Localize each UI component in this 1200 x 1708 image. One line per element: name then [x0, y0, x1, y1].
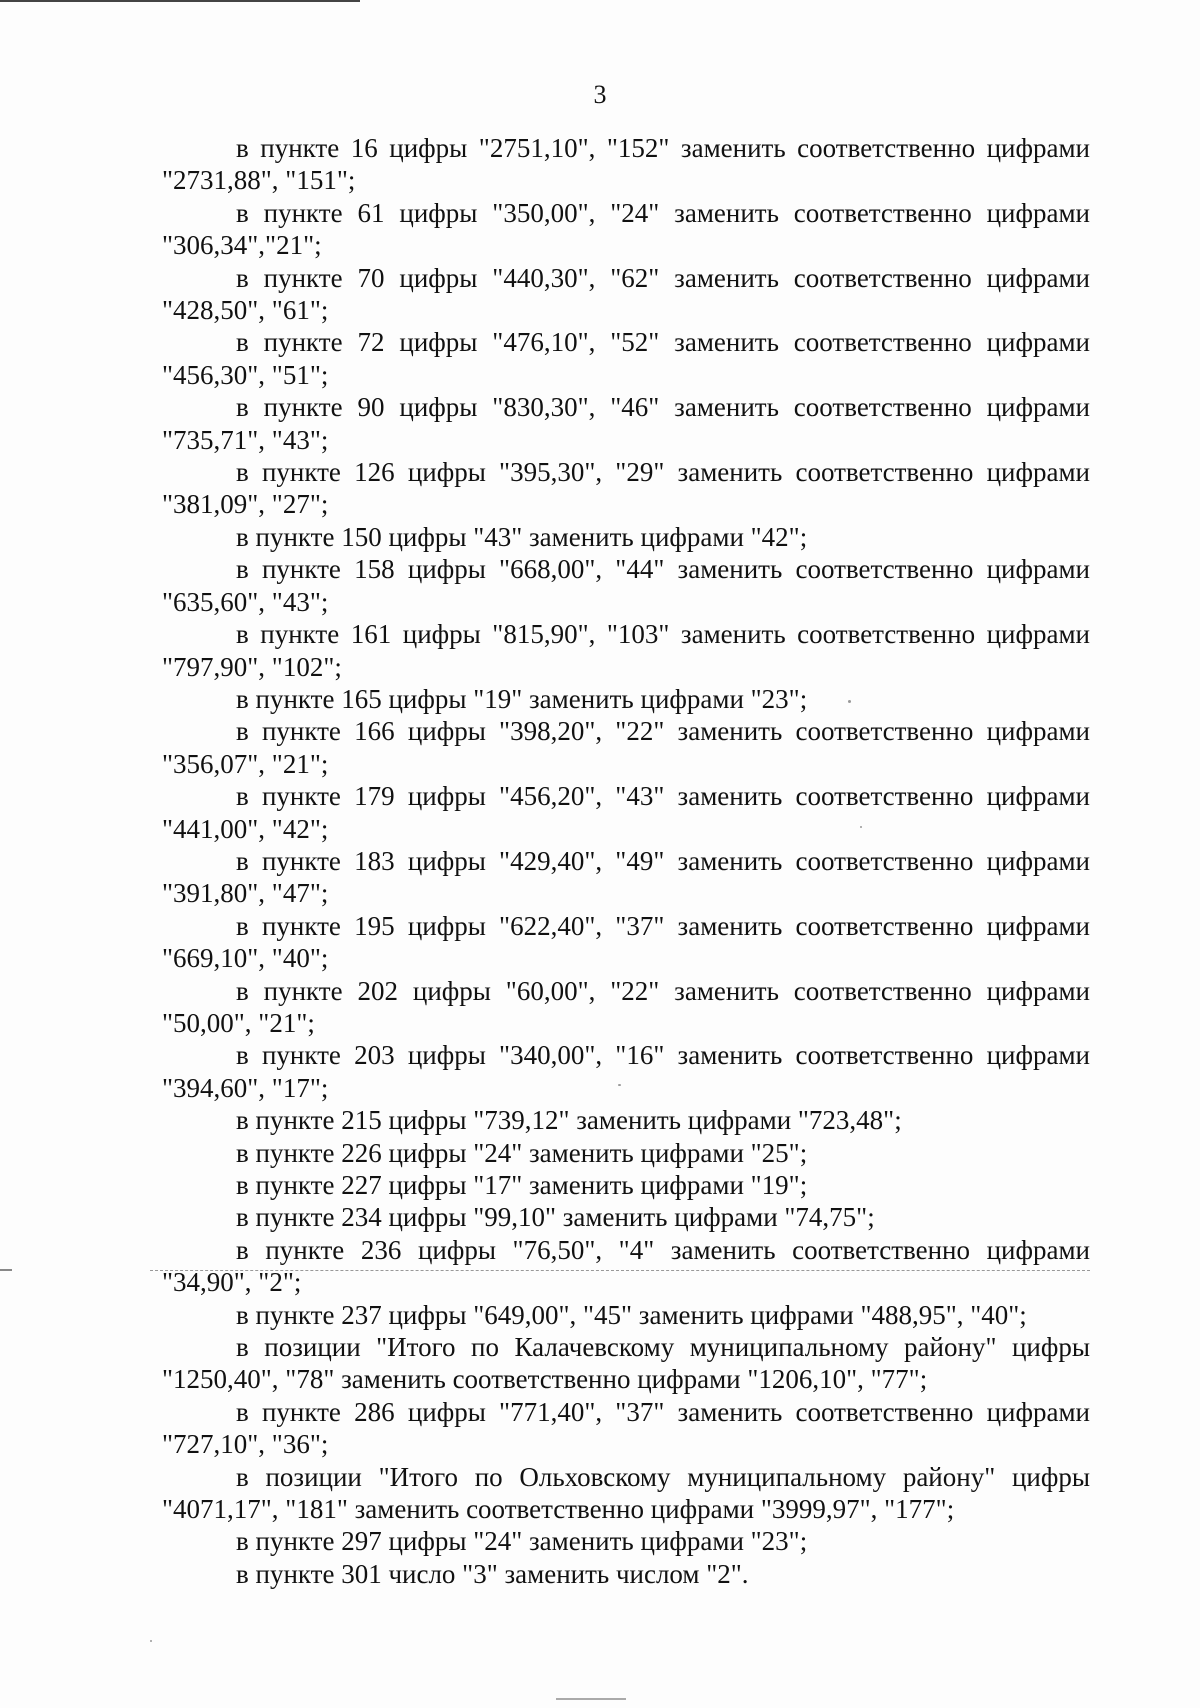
document-body	[162, 132, 1090, 1590]
paragraph: в позиции "Итого по Ольховскому муниципальному району" цифры "4071,17", "181" заменить соответственно цифрами "3999,97", "177";	[162, 1461, 1090, 1525]
paragraph: в пункте 126 цифры "395,30", "29" заменить соответственно цифрами "381,09", "27";	[162, 457, 1090, 520]
paragraph: в пункте 72 цифры "476,10", "52" заменить соответственно цифрами "456,30", "51";	[162, 327, 1090, 390]
paragraph: в пункте 183 цифры "429,40", "49" заменить соответственно цифрами "391,80", "47";	[162, 845, 1090, 909]
paragraph: в пункте 61 цифры "350,00", "24" заменить соответственно цифрами "306,34","21";	[162, 197, 1090, 261]
paragraph: в пункте 161 цифры "815,90", "103" заменить соответственно цифрами "797,90", "102";	[162, 619, 1090, 682]
paragraph: в пункте 215 цифры "739,12" заменить цифрами "723,48";	[236, 1105, 902, 1136]
paragraph: в пункте 202 цифры "60,00", "22" заменить соответственно цифрами "50,00", "21";	[162, 975, 1090, 1038]
paragraph: в пункте 234 цифры "99,10" заменить цифрами "74,75";	[236, 1202, 875, 1233]
scan-edge-mark	[0, 1269, 12, 1271]
paragraph: в пункте 165 цифры "19" заменить цифрами "23";	[236, 683, 808, 714]
paragraph: в пункте 301 число "3" заменить числом "2".	[236, 1558, 749, 1589]
scan-speck	[150, 1640, 152, 1642]
scan-speck	[618, 1084, 621, 1086]
paragraph: в пункте 286 цифры "771,40", "37" заменить соответственно цифрами "727,10", "36";	[162, 1396, 1090, 1460]
paragraph: в пункте 237 цифры "649,00", "45" заменить цифрами "488,95", "40";	[236, 1299, 1027, 1330]
paragraph: в пункте 16 цифры "2751,10", "152" заменить соответственно цифрами "2731,88", "151";	[162, 133, 1090, 196]
page-number: 3	[593, 80, 607, 109]
paragraph: в пункте 226 цифры "24" заменить цифрами "25";	[236, 1137, 808, 1168]
paragraph: в пункте 297 цифры "24" заменить цифрами "23";	[236, 1526, 808, 1557]
scan-edge-line	[0, 0, 360, 2]
scan-speck	[848, 700, 851, 703]
paragraph: в пункте 150 цифры "43" заменить цифрами "42";	[236, 521, 808, 552]
paragraph: в пункте 158 цифры "668,00", "44" заменить соответственно цифрами "635,60", "43";	[162, 554, 1090, 617]
paragraph: в пункте 90 цифры "830,30", "46" заменить соответственно цифрами "735,71", "43";	[162, 392, 1090, 455]
scan-smudge	[556, 1698, 626, 1700]
paragraph: в пункте 203 цифры "340,00", "16" заменить соответственно цифрами "394,60", "17";	[162, 1040, 1090, 1103]
paragraph: в пункте 179 цифры "456,20", "43" заменить соответственно цифрами "441,00", "42";	[162, 781, 1090, 844]
scan-fold-line	[150, 1270, 1090, 1271]
paragraph: в позиции "Итого по Калачевскому муниципальному району" цифры "1250,40", "78" заменить соответственно цифрами "1206,10", "77";	[162, 1332, 1090, 1395]
paragraph: в пункте 166 цифры "398,20", "22" заменить соответственно цифрами "356,07", "21";	[162, 716, 1090, 779]
scan-speck	[860, 826, 862, 828]
paragraph: в пункте 227 цифры "17" заменить цифрами "19";	[236, 1170, 808, 1200]
paragraph: в пункте 236 цифры "76,50", "4" заменить соответственно цифрами "34,90", "2";	[162, 1234, 1090, 1298]
paragraph: в пункте 70 цифры "440,30", "62" заменить соответственно цифрами "428,50", "61";	[162, 262, 1090, 326]
paragraph: в пункте 195 цифры "622,40", "37" заменить соответственно цифрами "669,10", "40";	[162, 910, 1090, 974]
